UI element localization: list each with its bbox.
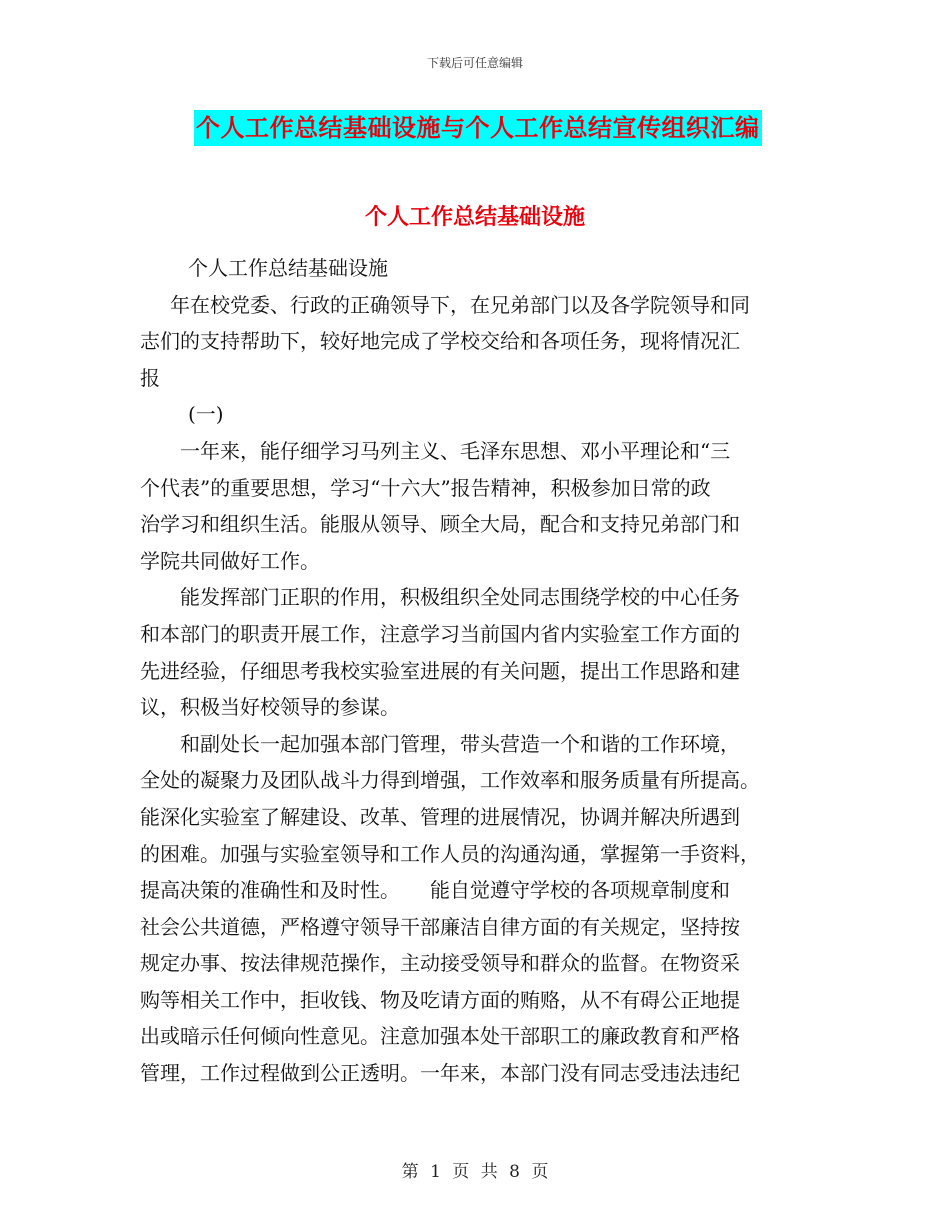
body-line: 志们的支持帮助下，较好地完成了学校交给和各项任务，现将情况汇 — [140, 329, 740, 354]
body-line: 报 — [140, 365, 160, 390]
body-text — [140, 250, 815, 1092]
page-header-note: 下载后可任意编辑 — [426, 56, 523, 70]
body-line: 和副处长一起加强本部门管理，带头营造一个和谐的工作环境， — [180, 731, 740, 756]
body-line: 个人工作总结基础设施 — [188, 256, 388, 280]
body-line: 全处的凝聚力及团队战斗力得到增强，工作效率和服务质量有所提高。 — [140, 768, 760, 793]
section-title: 个人工作总结基础设施 — [364, 204, 585, 230]
body-line: 管理，工作过程做到公正透明。一年来，本部门没有同志受违法违纪 — [140, 1061, 740, 1086]
body-line: 购等相关工作中，拒收钱、物及吃请方面的贿赂，从不有碍公正地提 — [140, 987, 740, 1012]
body-line: 的困难。加强与实验室领导和工作人员的沟通沟通，掌握第一手资料， — [140, 841, 760, 866]
body-line: 出或暗示任何倾向性意见。注意加强本处干部职工的廉政教育和严格 — [140, 1024, 740, 1049]
body-line: 年在校党委、行政的正确领导下，在兄弟部门以及各学院领导和同 — [170, 292, 750, 317]
body-line: 能发挥部门正职的作用，积极组织全处同志围绕学校的中心任务 — [180, 585, 740, 610]
body-line: 和本部门的职责开展工作，注意学习当前国内省内实验室工作方面的 — [140, 621, 740, 646]
body-line: 能深化实验室了解建设、改革、管理的进展情况，协调并解决所遇到 — [140, 804, 740, 829]
body-line: 议，积极当好校领导的参谋。 — [140, 695, 400, 720]
body-line: 一年来，能仔细学习马列主义、毛泽东思想、邓小平理论和“三 — [180, 438, 731, 463]
page-number-footer: 第 1 页 共 8 页 — [401, 1162, 549, 1182]
body-line: 规定办事、按法律规范操作，主动接受领导和群众的监督。在物资采 — [140, 951, 740, 976]
body-line: 个代表”的重要思想，学习“十六大”报告精神，积极参加日常的政 — [140, 475, 711, 500]
document-main-title: 个人工作总结基础设施与个人工作总结宣传组织汇编 — [194, 110, 762, 146]
body-line: 治学习和组织生活。能服从领导、顾全大局，配合和支持兄弟部门和 — [140, 512, 740, 537]
body-line: 提高决策的准确性和及时性。 能自觉遵守学校的各项规章制度和 — [140, 878, 730, 903]
body-line: 学院共同做好工作。 — [140, 548, 320, 573]
body-line: 社会公共道德，严格遵守领导干部廉洁自律方面的有关规定，坚持按 — [140, 914, 740, 939]
body-line: 先进经验，仔细思考我校实验室进展的有关问题，提出工作思路和建 — [140, 658, 740, 683]
body-line: (一) — [188, 402, 224, 427]
